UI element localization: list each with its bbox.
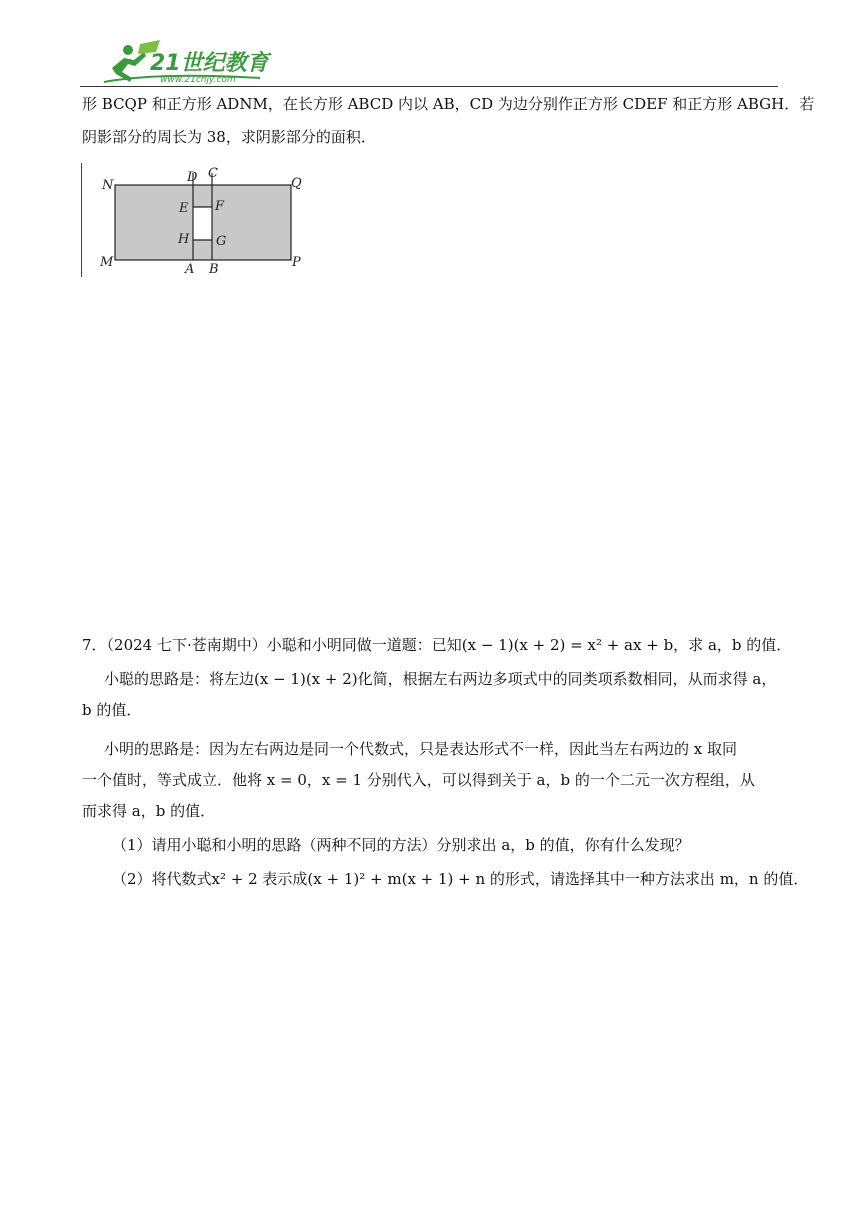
problem7-xiaocong-line1: 小聪的思路是：将左边(x − 1)(x + 2)化简，根据左右两边多项式中的同类项系数相同，从而求得 a，	[104, 670, 777, 688]
problem7-xiaoming-line1: 小明的思路是：因为左右两边是同一个代数式，只是表达形式不一样，因此当左右两边的 x 取同	[104, 740, 737, 758]
label-F: F	[215, 199, 225, 214]
label-A: A	[185, 262, 195, 277]
label-D: D	[187, 170, 198, 185]
problem7-question: 7．（2024 七下·苍南期中）小聪和小明同做一道题：已知(x − 1)(x + 2) = x² + ax + b，求 a，b 的值．	[82, 636, 792, 654]
label-M: M	[100, 255, 114, 270]
label-P: P	[292, 255, 301, 270]
logo-url: www.21cnjy.com	[160, 75, 236, 85]
label-N: N	[102, 178, 114, 193]
figure-margin-bar	[81, 163, 82, 277]
problem7-subquestion-1: （1）请用小聪和小明的思路（两种不同的方法）分别求出 a，b 的值，你有什么发现？	[112, 836, 690, 854]
logo-text	[150, 46, 269, 77]
geometry-figure	[90, 163, 320, 281]
logo-main-text: 21世纪教育	[150, 51, 269, 76]
problem6-text-line1: 形 BCQP 和正方形 ADNM，在长方形 ABCD 内以 AB，CD 为边分别作正方形 CDEF 和正方形 ABGH．若	[82, 95, 815, 113]
label-C: C	[208, 166, 218, 181]
problem7-xiaoming-line3: 而求得 a，b 的值．	[82, 802, 216, 820]
label-Q: Q	[291, 176, 302, 191]
problem6-text-line2: 阴影部分的周长为 38，求阴影部分的面积．	[82, 128, 376, 146]
label-B: B	[209, 262, 219, 277]
label-E: E	[179, 201, 189, 216]
problem7-subquestion-2: （2）将代数式x² + 2 表示成(x + 1)² + m(x + 1) + n 的形式，请选择其中一种方法求出 m，n 的值．	[112, 870, 809, 888]
inner-white-square	[193, 207, 212, 240]
header-divider	[80, 86, 778, 87]
problem7-xiaocong-line2: b 的值．	[82, 701, 142, 719]
label-G: G	[216, 234, 227, 249]
label-H: H	[178, 232, 190, 247]
problem7-xiaoming-line2: 一个值时，等式成立．他将 x = 0，x = 1 分别代入，可以得到关于 a，b 的一个二元一次方程组，从	[82, 771, 755, 789]
